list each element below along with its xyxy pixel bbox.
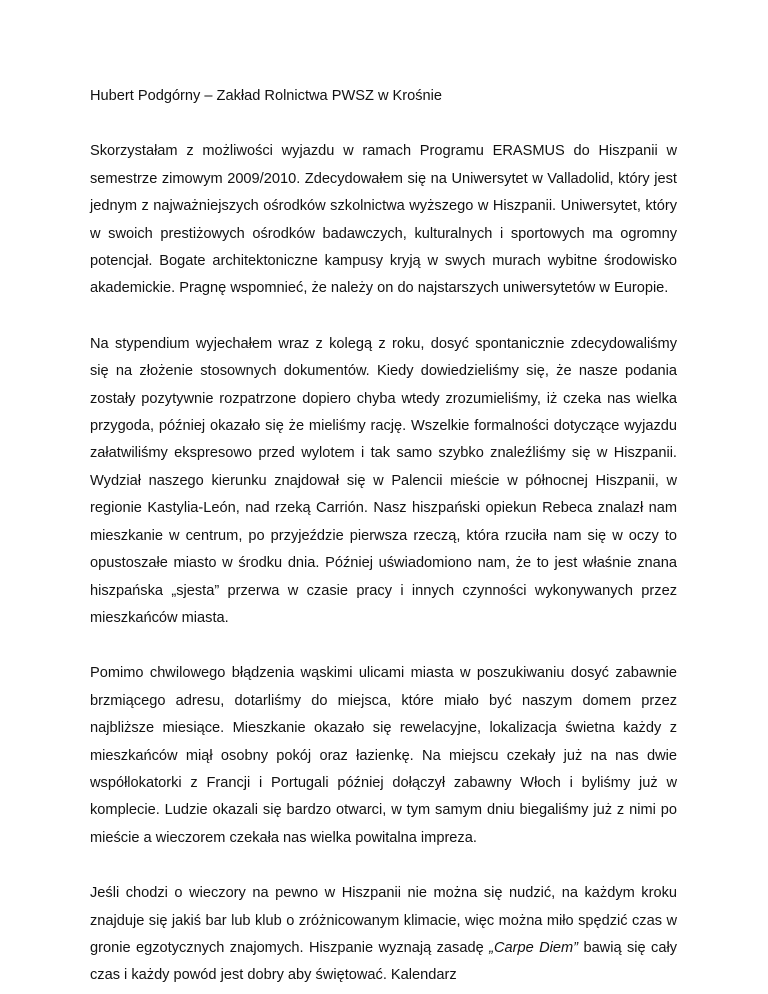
paragraph-evenings	[90, 880, 677, 990]
paragraph-scholarship-arrival: Na stypendium wyjechałem wraz z kolegą z roku, dosyć spontanicznie zdecydowaliśmy się na złożenie stosownych dokumentów. Kiedy dowiedzieliśmy się, że nasze podania zostały pozytywnie rozpatrzone dopiero chyba wtedy zrozumieliśmy, iż czeka nas wielka przygoda, później okazało się że mieliśmy rację. Wszelkie formalności dotyczące wyjazdu załatwiliśmy ekspresowo przed wylotem i tak samo szybko znaleźliśmy się w Hiszpanii. Wydział naszego kierunku znajdował się w Palencii mieście w północnej Hiszpanii, w regionie Kastylia-León, nad rzeką Carrión. Nasz hiszpański opiekun Rebeca znalazł nam mieszkanie w centrum, po przyjeździe pierwsza rzeczą, która rzuciła nam się w oczy to opustoszałe miasto w środku dnia. Później uświadomiono nam, że to jest właśnie znana hiszpańska „sjesta” przerwa w czasie pracy i innych czynności wykonywanych przez mieszkańców miasta.	[90, 335, 677, 626]
document-page	[90, 83, 677, 990]
paragraph-erasmus-intro: Skorzystałam z możliwości wyjazdu w ramach Programu ERASMUS do Hiszpanii w semestrze zimowym 2009/2010. Zdecydowałem się na Uniwersytet w Valladolid, który jest jednym z najważniejszych ośrodków szkolnictwa wyższego w Hiszpanii. Uniwersytet, który w swoich prestiżowych ośrodków badawczych, kulturalnych i sportowych ma ogromny potencjał. Bogate architektoniczne kampusy kryją w swych murach wybitne środowisko akademickie. Pragnę wspomnieć, że należy on do najstarszych uniwersytetów w Europie.	[90, 143, 677, 297]
paragraph-apartment: Pomimo chwilowego błądzenia wąskimi ulicami miasta w poszukiwaniu dosyć zabawnie brzmiącego adresu, dotarliśmy do miejsca, które miało być naszym domem przez najbliższe miesiące. Mieszkanie okazało się rewelacyjne, lokalizacja świetna każdy z mieszkańców miął osobny pokój oraz łazienkę. Na miejscu czekały już na nas dwie współlokatorki z Francji i Portugali później dołączył zabawny Włoch i byliśmy już w komplecie. Ludzie okazali się bardzo otwarci, w tym samym dniu biegaliśmy już z nimi po mieście a wieczorem czekała nas wielka powitalna impreza.	[90, 665, 677, 846]
document-heading: Hubert Podgórny – Zakład Rolnictwa PWSZ w Krośnie	[90, 88, 443, 104]
carpe-diem-phrase: „Carpe Diem”	[489, 939, 579, 956]
paragraph-evenings-text-after: bawią się cały czas i każdy powód jest dobry aby świętować. Kalendarz	[90, 939, 678, 984]
paragraph-evenings-text-before: Jeśli chodzi o wieczory na pewno w Hiszpanii nie można się nudzić, na każdym kroku znajduje się jakiś bar lub klub o zróżnicowanym klimacie, więc można miło spędzić czas w gronie egzotycznych znajomych. Hiszpanie wyznają zasadę	[90, 885, 677, 956]
